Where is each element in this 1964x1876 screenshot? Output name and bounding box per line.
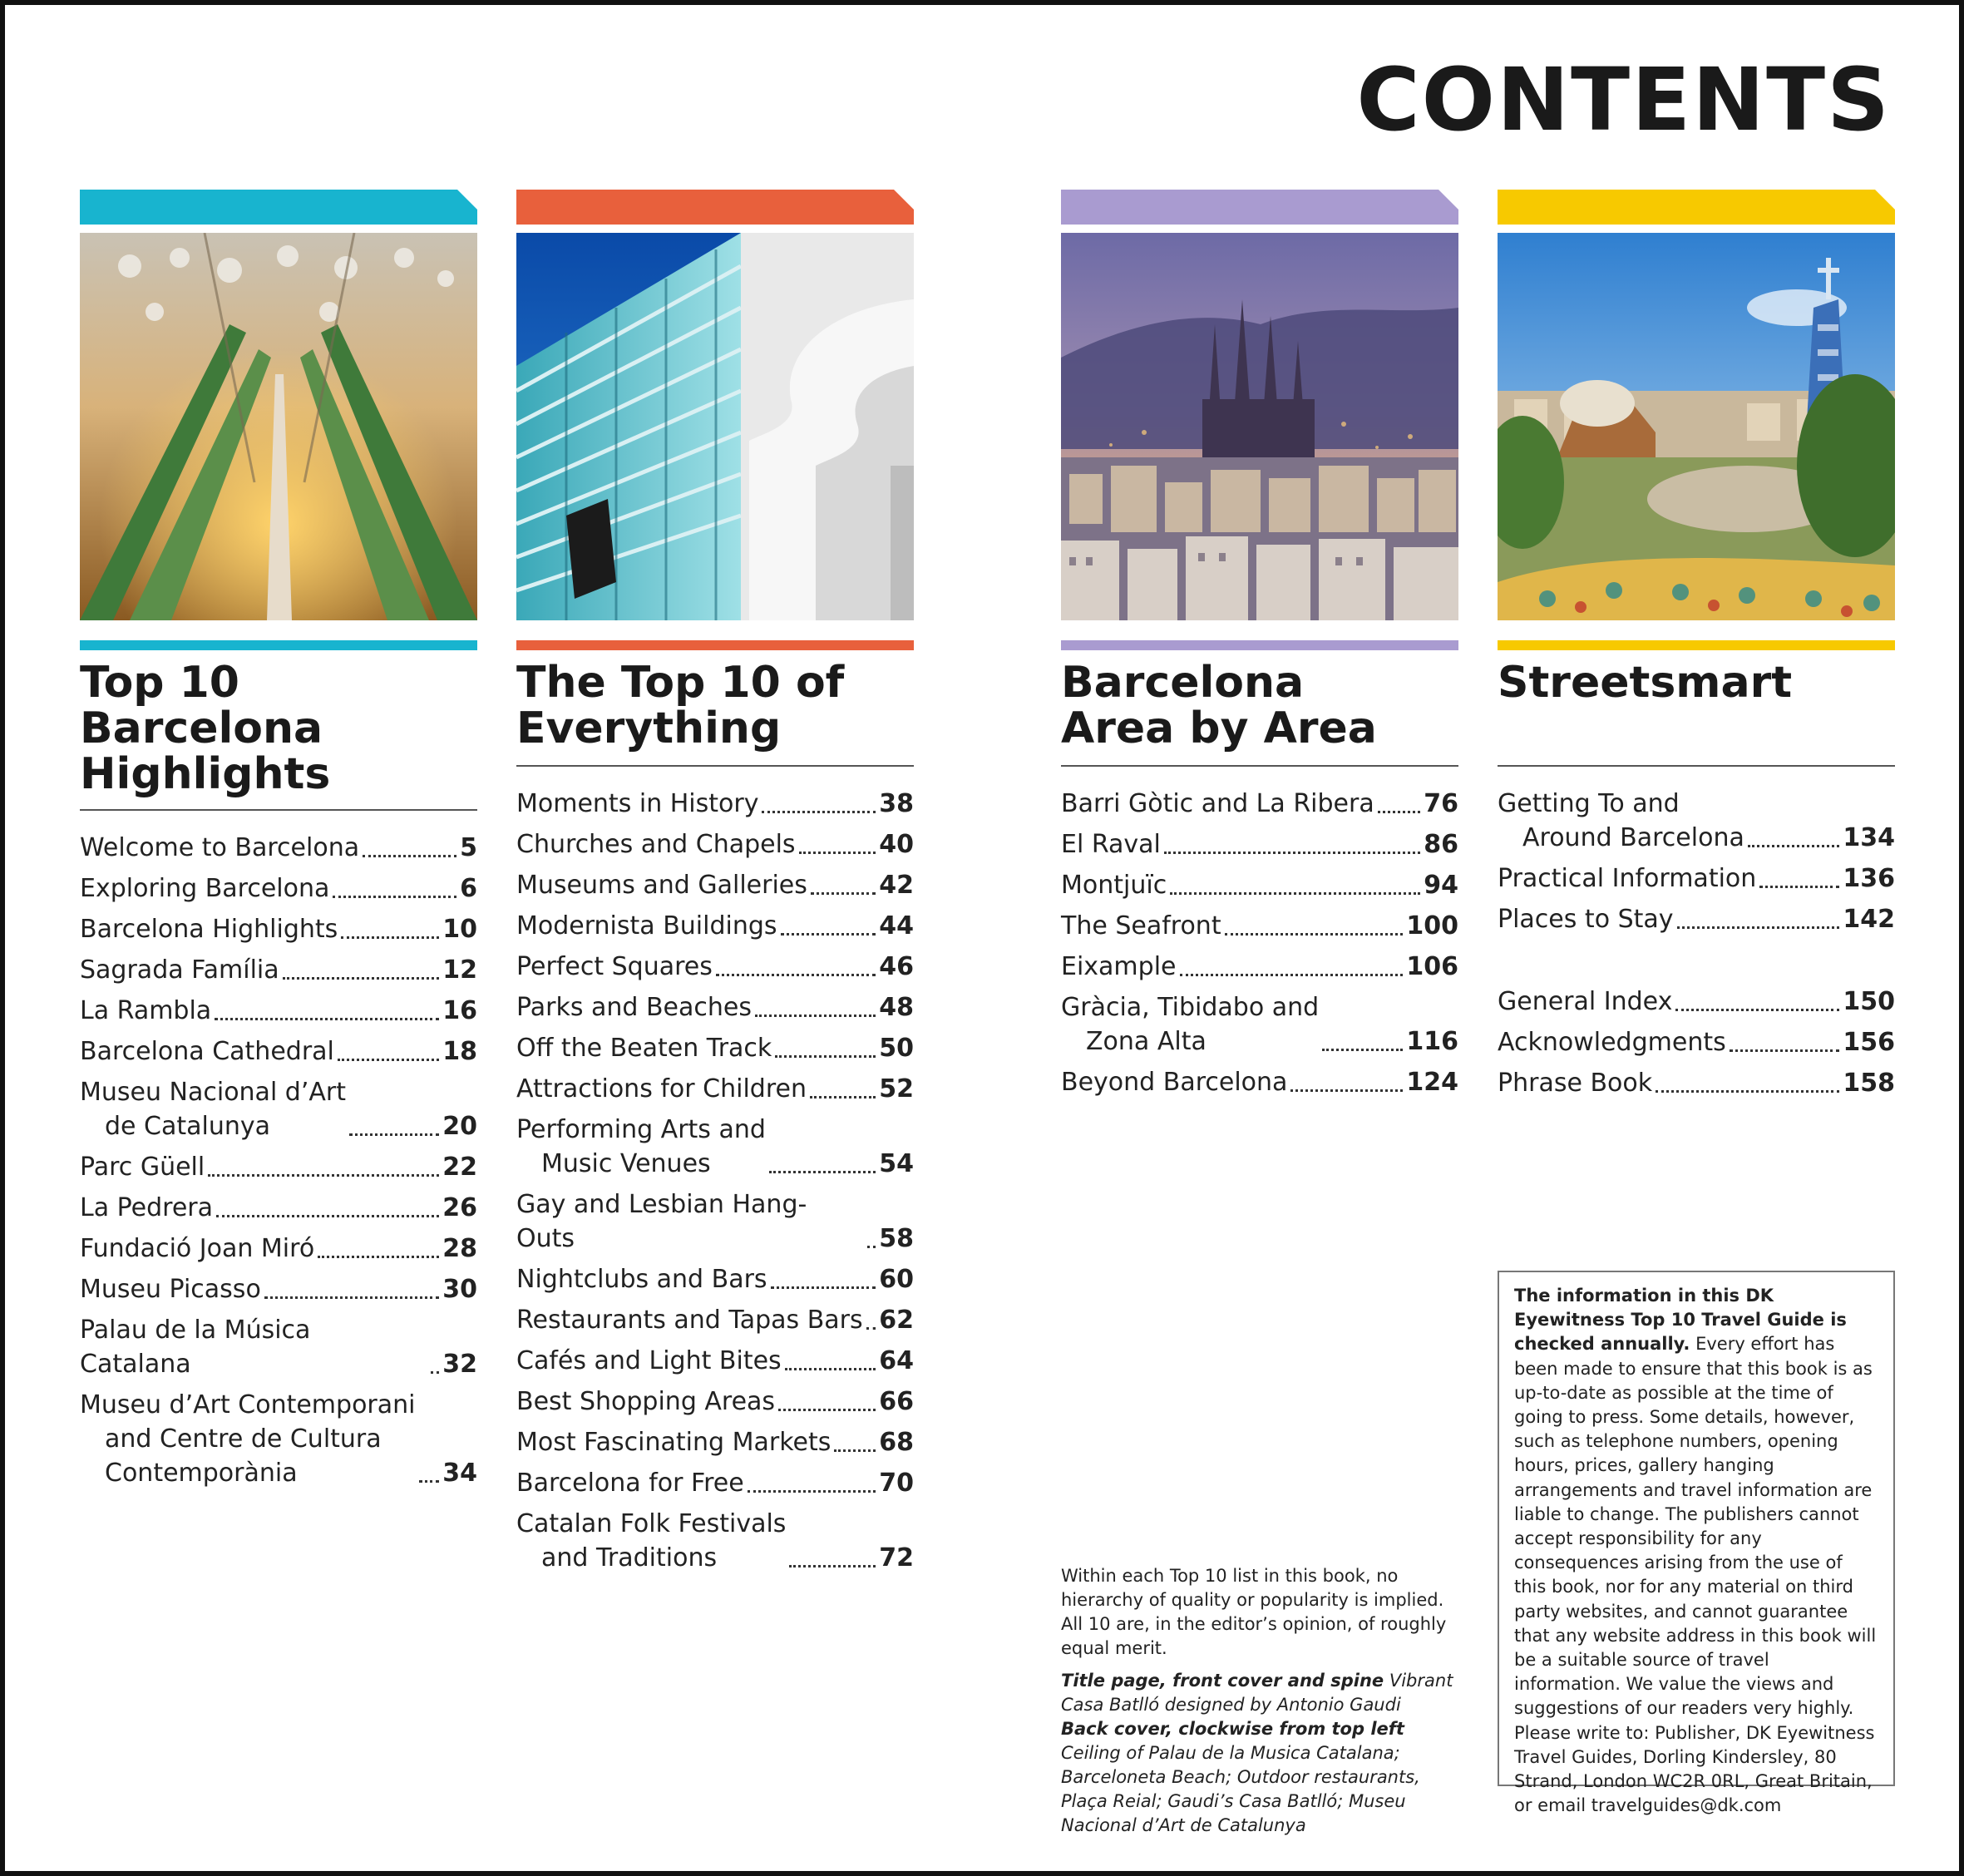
toc-entry-label-line: La Pedrera	[80, 1193, 214, 1222]
toc-entry-label-line: Practical Information	[1498, 864, 1757, 893]
toc-entry-label-line: Eixample	[1061, 952, 1177, 981]
toc-entry-label	[516, 1385, 775, 1419]
toc-entry-label	[516, 990, 752, 1024]
toc-page-number: 44	[879, 911, 914, 940]
toc-entry	[1498, 787, 1895, 855]
dot-leader	[867, 1246, 876, 1248]
toc-page-number: 50	[879, 1034, 914, 1063]
toc-entry-label	[80, 1150, 205, 1184]
toc-entry-label	[1061, 868, 1167, 902]
toc-entry-label	[80, 1272, 261, 1306]
toc-entry	[80, 1191, 477, 1225]
dot-leader	[208, 1174, 439, 1177]
page-title: CONTENTS	[1356, 49, 1891, 151]
credit-label: Title page, front cover and spine	[1061, 1671, 1384, 1691]
dot-leader	[810, 1096, 876, 1098]
section-color-tab	[80, 190, 477, 225]
photo-credits	[1061, 1669, 1460, 1838]
toc-entry-label-line: General Index	[1498, 987, 1673, 1016]
toc-entry-label	[1061, 909, 1221, 943]
dot-leader	[1225, 933, 1404, 936]
section-color-tab	[1061, 190, 1458, 225]
toc-entry-label	[80, 871, 329, 906]
toc-entry	[80, 1272, 477, 1306]
toc-page-number: 28	[442, 1234, 477, 1263]
credit-text: Ceiling of Palau de la Musica Catalana; Barceloneta Beach; Outdoor restaurants, Plaça Reial; Gaudi’s Casa Batlló; Museu Nacional d’Art de Catalunya	[1061, 1743, 1420, 1835]
toc-entry	[80, 871, 477, 906]
section-divider	[516, 765, 914, 767]
toc-entry	[1498, 861, 1895, 896]
toc-entry-label-line: The Seafront	[1061, 911, 1221, 940]
toc-page-number: 70	[879, 1469, 914, 1498]
dot-leader	[748, 1490, 876, 1493]
dot-leader	[1759, 886, 1839, 888]
toc-page-number: 116	[1406, 1027, 1458, 1056]
section-color-rule	[1498, 640, 1895, 650]
toc-entry-label	[80, 831, 359, 865]
credit-label: Back cover, clockwise from top left	[1061, 1719, 1404, 1739]
toc-entry-label-line: Attractions for Children	[516, 1074, 807, 1103]
toc-page-number: 156	[1843, 1028, 1895, 1057]
toc-entry-label-line: Gay and Lesbian Hang-Outs	[516, 1190, 807, 1253]
dot-leader	[431, 1371, 439, 1374]
toc-page-number: 76	[1424, 789, 1458, 818]
dot-leader	[338, 1059, 439, 1061]
dot-leader	[283, 977, 440, 980]
toc-page-number: 12	[442, 955, 477, 985]
toc-entry-label-line: Contemporània	[105, 1459, 298, 1488]
dot-leader	[781, 933, 876, 936]
toc-entry-label	[1061, 990, 1319, 1059]
toc-entry-label	[516, 787, 758, 821]
toc-page-number: 86	[1424, 830, 1458, 859]
toc-entry	[1498, 902, 1895, 936]
toc-entry	[516, 1031, 914, 1065]
entry-list	[80, 831, 477, 1490]
toc-entry-label-line: Churches and Chapels	[516, 830, 796, 859]
toc-entry	[1498, 985, 1895, 1019]
toc-page-number: 42	[879, 871, 914, 900]
disclaimer-body: Every effort has been made to ensure that this book is as up-to-date as possible at the time of going to press. Some details, however, such as telephone numbers, opening hours, prices, gallery hanging arrangements and travel information are liable to change. The publishers cannot accept responsibility for any consequences arising from the use of this book, nor for any material on third party websites, and cannot guarantee that any website address in this book will be a suitable source of travel information. We value the views and suggestions of our readers very highly. Please write to: Publisher, DK Eyewitness Travel Guides, Dorling Kindersley, 80 Strand, London WC2R 0RL, Great Britain, or email travelguides@dk.com	[1514, 1334, 1877, 1816]
toc-entry-label	[1498, 787, 1744, 855]
toc-entry-label-line: Moments in History	[516, 789, 759, 818]
toc-entry-label-line: Barri Gòtic and La Ribera	[1061, 789, 1374, 818]
toc-entry	[516, 1303, 914, 1337]
toc-entry-label	[80, 953, 279, 987]
entry-list	[1061, 787, 1458, 1099]
dot-leader	[215, 1018, 439, 1020]
section-title-line: The Top 10 of	[516, 658, 845, 708]
toc-page-number: 158	[1843, 1069, 1895, 1098]
toc-page-number: 62	[879, 1306, 914, 1335]
toc-entry	[80, 1034, 477, 1069]
toc-entry-label-line: Performing Arts and	[516, 1115, 766, 1144]
toc-page-number: 16	[442, 996, 477, 1025]
toc-entry	[516, 1425, 914, 1459]
toc-entry-label-line: Beyond Barcelona	[1061, 1068, 1288, 1097]
toc-entry	[516, 787, 914, 821]
dot-leader	[1656, 1090, 1839, 1093]
toc-entry	[516, 1262, 914, 1296]
toc-entry	[1498, 1025, 1895, 1059]
dot-leader	[1164, 852, 1420, 854]
editorial-notes	[1061, 1564, 1460, 1838]
section-title	[1498, 660, 1895, 753]
toc-entry-label-line: Getting To and	[1498, 789, 1680, 818]
section-color-rule	[80, 640, 477, 650]
dot-leader	[866, 1327, 876, 1330]
toc-entry-label-line: Exploring Barcelona	[80, 874, 330, 903]
toc-entry-label-line: Off the Beaten Track	[516, 1034, 772, 1063]
parc-guell-view-photo	[1498, 233, 1895, 620]
dot-leader	[363, 855, 456, 857]
dot-leader	[811, 892, 876, 895]
section-area-by-area	[1061, 190, 1458, 1106]
toc-entry	[1498, 1066, 1895, 1100]
disclaimer-box	[1498, 1271, 1895, 1816]
toc-page-number: 46	[879, 952, 914, 981]
toc-entry	[1061, 1065, 1458, 1099]
toc-entry-label	[1498, 902, 1674, 936]
toc-page-number: 54	[879, 1149, 914, 1178]
toc-page-number: 30	[442, 1275, 477, 1304]
toc-entry-label	[516, 1466, 744, 1500]
toc-entry	[80, 953, 477, 987]
toc-entry-label-line: Nightclubs and Bars	[516, 1265, 767, 1294]
toc-page-number: 134	[1843, 823, 1895, 852]
dot-leader	[333, 896, 456, 898]
toc-entry	[516, 909, 914, 943]
toc-entry-label-line: Places to Stay	[1498, 905, 1674, 934]
toc-entry-label-line: Zona Alta	[1086, 1027, 1207, 1056]
toc-entry-label-line: Sagrada Família	[80, 955, 279, 985]
toc-page-number: 60	[879, 1265, 914, 1294]
toc-page-number: 106	[1406, 952, 1458, 981]
sagrada-familia-interior-photo	[80, 233, 477, 620]
dot-leader	[769, 1171, 876, 1173]
toc-page-number: 64	[879, 1346, 914, 1375]
section-title-line: Highlights	[80, 749, 331, 799]
toc-entry-label	[516, 1113, 766, 1181]
toc-entry-label	[516, 1187, 864, 1256]
toc-entry-label	[80, 1388, 416, 1490]
toc-entry	[1061, 827, 1458, 861]
toc-entry	[516, 950, 914, 984]
toc-entry	[516, 1344, 914, 1378]
dot-leader	[789, 1565, 876, 1567]
toc-entry-label-line: Restaurants and Tapas Bars	[516, 1306, 863, 1335]
toc-entry	[80, 1075, 477, 1143]
toc-page-number: 6	[460, 874, 477, 903]
toc-entry-label-line: Gràcia, Tibidabo and	[1061, 993, 1320, 1022]
toc-entry-label-line: Modernista Buildings	[516, 911, 777, 940]
toc-entry	[1061, 950, 1458, 984]
dot-leader	[1378, 811, 1421, 813]
toc-page-number: 100	[1406, 911, 1458, 940]
dot-leader	[834, 1449, 876, 1452]
toc-entry-label-line: Most Fascinating Markets	[516, 1428, 831, 1457]
toc-page-number: 142	[1843, 905, 1895, 934]
toc-entry-label-line: Acknowledgments	[1498, 1028, 1726, 1057]
toc-entry-label	[80, 1313, 427, 1381]
section-title	[80, 660, 477, 797]
section-color-tab	[516, 190, 914, 225]
toc-entry-label	[1498, 1025, 1726, 1059]
toc-entry-label	[516, 950, 713, 984]
toc-page-number: 150	[1843, 987, 1895, 1016]
toc-entry-label	[1061, 827, 1161, 861]
toc-page-number: 26	[442, 1193, 477, 1222]
toc-entry-label-line: Phrase Book	[1498, 1069, 1653, 1098]
toc-entry-label-line: and Centre de Cultura	[105, 1424, 382, 1454]
dot-leader	[1180, 974, 1404, 976]
toc-entry-label	[80, 912, 338, 946]
entry-spacer	[1498, 943, 1895, 985]
dot-leader	[1675, 1009, 1839, 1011]
section-color-tab	[1498, 190, 1895, 225]
toc-entry-label	[516, 1425, 831, 1459]
dot-leader	[1748, 845, 1840, 847]
dot-leader	[1677, 926, 1840, 929]
toc-entry	[80, 1150, 477, 1184]
city-skyline-dusk-photo	[1061, 233, 1458, 620]
dot-leader	[341, 936, 439, 939]
toc-entry	[1061, 868, 1458, 902]
toc-entry-label-line: Museu d’Art Contemporani	[80, 1390, 416, 1419]
section-divider	[1061, 765, 1458, 767]
toc-entry-label-line: Best Shopping Areas	[516, 1387, 776, 1416]
toc-entry-label-line: Barcelona Cathedral	[80, 1037, 334, 1066]
toc-entry-label	[516, 1344, 782, 1378]
section-color-rule	[1061, 640, 1458, 650]
toc-entry-label-line: de Catalunya	[105, 1112, 271, 1141]
toc-page-number: 124	[1406, 1068, 1458, 1097]
toc-entry-label	[80, 1232, 314, 1266]
toc-entry-label	[516, 827, 796, 861]
dot-leader	[716, 974, 876, 976]
toc-page-number: 72	[879, 1543, 914, 1572]
section-divider	[1498, 765, 1895, 767]
toc-page-number: 5	[460, 833, 477, 862]
macba-museum-photo	[516, 233, 914, 620]
toc-page-number: 66	[879, 1387, 914, 1416]
toc-page-number: 136	[1843, 864, 1895, 893]
dot-leader	[799, 852, 876, 854]
dot-leader	[216, 1215, 439, 1217]
toc-entry	[1061, 909, 1458, 943]
toc-entry-label	[516, 909, 777, 943]
toc-entry-label	[516, 868, 807, 902]
section-title-line: Everything	[516, 704, 782, 753]
toc-entry-label	[516, 1507, 786, 1575]
dot-leader	[771, 1286, 876, 1289]
toc-entry	[80, 912, 477, 946]
toc-entry-label-line: El Raval	[1061, 830, 1161, 859]
dot-leader	[1730, 1049, 1840, 1052]
section-title-line: Top 10 Barcelona	[80, 658, 323, 753]
dot-leader	[349, 1133, 439, 1136]
toc-page-number: 48	[879, 993, 914, 1022]
toc-entry-label-line: La Rambla	[80, 996, 212, 1025]
toc-entry-label	[516, 1072, 807, 1106]
toc-entry	[80, 1313, 477, 1381]
toc-entry-label	[80, 994, 211, 1028]
toc-page-number: 20	[442, 1112, 477, 1141]
disclaimer-heading: The information in this DK Eyewitness Top 10 Travel Guide is checked annually.	[1514, 1286, 1847, 1355]
toc-entry-label	[80, 1191, 213, 1225]
toc-page-number: 32	[442, 1350, 477, 1379]
toc-page-number: 10	[442, 915, 477, 944]
toc-entry-label-line: Museu Nacional d’Art	[80, 1078, 347, 1107]
toc-page-number: 34	[442, 1459, 477, 1488]
toc-page-number: 22	[442, 1153, 477, 1182]
toc-entry	[516, 1507, 914, 1575]
toc-entry-label-line: Barcelona Highlights	[80, 915, 338, 944]
toc-entry-label	[1061, 1065, 1287, 1099]
toc-page-number: 18	[442, 1037, 477, 1066]
toc-entry-label	[516, 1262, 767, 1296]
ranking-note: Within each Top 10 list in this book, no hierarchy of quality or popularity is implied. All 10 are, in the editor’s opinion, of roughly equal merit.	[1061, 1566, 1447, 1658]
dot-leader	[318, 1256, 439, 1258]
section-top10-highlights	[80, 190, 477, 1497]
section-title-line: Area by Area	[1061, 704, 1377, 753]
toc-entry-label-line: Music Venues	[541, 1149, 711, 1178]
section-title-line: Barcelona	[1061, 658, 1305, 708]
dot-leader	[775, 1055, 876, 1058]
toc-entry-label-line: Fundació Joan Miró	[80, 1234, 315, 1263]
entry-list	[516, 787, 914, 1575]
dot-leader	[1290, 1089, 1403, 1092]
toc-entry-label-line: Perfect Squares	[516, 952, 713, 981]
toc-entry	[516, 1385, 914, 1419]
toc-entry	[516, 1466, 914, 1500]
dot-leader	[419, 1480, 440, 1483]
toc-entry	[80, 1388, 477, 1490]
toc-entry-label	[1498, 1066, 1652, 1100]
section-title-line: Streetsmart	[1498, 658, 1793, 708]
toc-entry-label-line: Catalan Folk Festivals	[516, 1509, 787, 1538]
toc-entry-label-line: and Traditions	[541, 1543, 718, 1572]
toc-entry	[516, 827, 914, 861]
dot-leader	[1322, 1049, 1403, 1051]
toc-entry	[1061, 787, 1458, 821]
toc-entry-label-line: Montjuïc	[1061, 871, 1167, 900]
toc-entry-label	[1498, 985, 1672, 1019]
toc-entry-label-line: Palau de la Música Catalana	[80, 1316, 311, 1379]
section-title	[516, 660, 914, 753]
dot-leader	[785, 1368, 876, 1370]
toc-entry	[516, 1187, 914, 1256]
toc-entry-label	[516, 1303, 863, 1337]
section-divider	[80, 809, 477, 811]
toc-entry-label-line: Cafés and Light Bites	[516, 1346, 782, 1375]
section-top10-everything	[516, 190, 914, 1582]
section-color-rule	[516, 640, 914, 650]
toc-entry-label-line: Around Barcelona	[1522, 823, 1744, 852]
toc-entry	[516, 868, 914, 902]
toc-entry	[516, 990, 914, 1024]
toc-entry	[80, 831, 477, 865]
toc-entry-label	[1498, 861, 1756, 896]
toc-entry-label	[1061, 787, 1374, 821]
dot-leader	[762, 811, 876, 813]
toc-entry	[80, 994, 477, 1028]
toc-entry-label	[516, 1031, 772, 1065]
dot-leader	[755, 1015, 876, 1017]
toc-entry-label	[80, 1075, 346, 1143]
toc-entry-label	[80, 1034, 334, 1069]
toc-entry-label-line: Barcelona for Free	[516, 1469, 744, 1498]
credit-text: Vibrant Casa Batlló designed by Antonio Gaudi	[1061, 1671, 1453, 1715]
toc-entry-label-line: Parc Güell	[80, 1153, 205, 1182]
toc-entry-label	[1061, 950, 1177, 984]
section-title	[1061, 660, 1458, 753]
toc-entry-label-line: Parks and Beaches	[516, 993, 752, 1022]
dot-leader	[264, 1296, 439, 1299]
toc-entry	[1061, 990, 1458, 1059]
toc-entry	[516, 1072, 914, 1106]
toc-entry-label-line: Museums and Galleries	[516, 871, 807, 900]
toc-page-number: 68	[879, 1428, 914, 1457]
toc-entry-label-line: Museu Picasso	[80, 1275, 261, 1304]
toc-entry	[80, 1232, 477, 1266]
toc-page-number: 38	[879, 789, 914, 818]
toc-page-number: 40	[879, 830, 914, 859]
toc-page-number: 52	[879, 1074, 914, 1103]
dot-leader	[778, 1409, 876, 1411]
toc-entry	[516, 1113, 914, 1181]
toc-entry-label-line: Welcome to Barcelona	[80, 833, 360, 862]
toc-page-number: 58	[879, 1224, 914, 1253]
toc-page-number: 94	[1424, 871, 1458, 900]
dot-leader	[1170, 892, 1420, 895]
entry-list	[1498, 787, 1895, 1100]
section-streetsmart	[1498, 190, 1895, 1107]
